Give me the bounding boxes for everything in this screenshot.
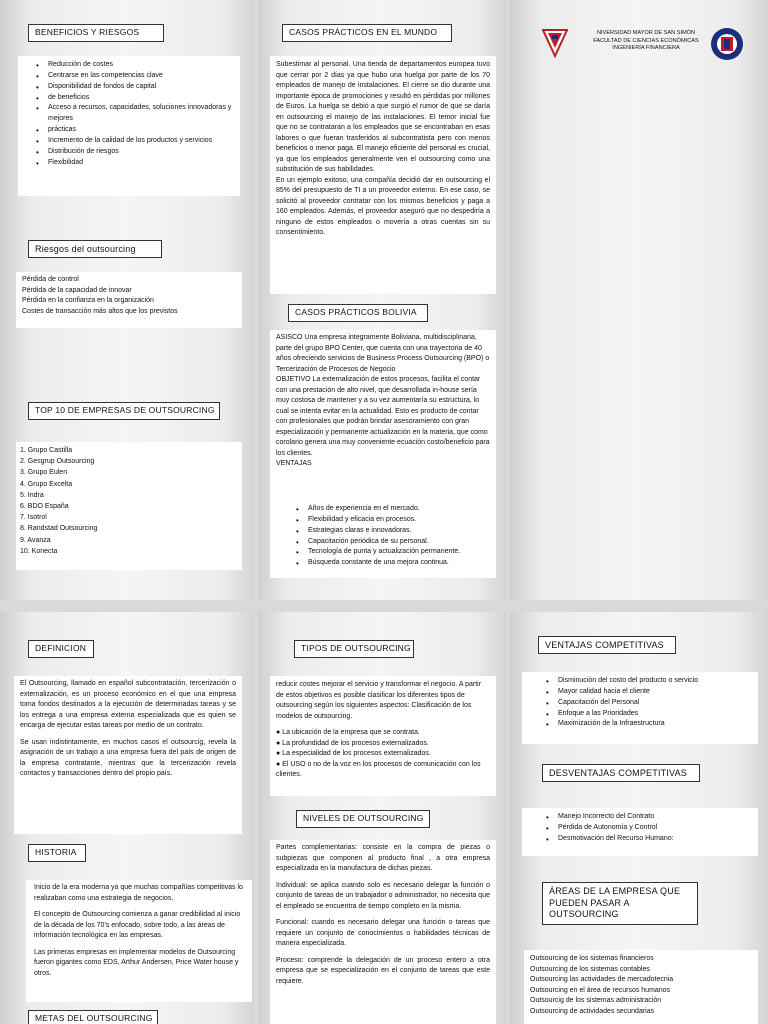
beneficio-item: • Flexibilidad <box>36 158 232 169</box>
area-item: Outsourcing de los sistemas contables <box>530 965 650 973</box>
ventaja-competitiva-item: • Disminución del costo del producto o servicio <box>546 676 756 687</box>
beneficio-item: • Centrarse en las competencias clave <box>36 71 232 82</box>
tipos-text <box>276 680 490 781</box>
mundo-paragraph-1: Subestimar al personal. Una tienda de departamentos europea tuvo que cerrar por 2 días ya que hubo una huelga por parte de los 70 empleados de manejo de instalaciones. El cierre se dio durante una importante época de promociones y resultó en pérdidas por millones de Euros. La huelga se debió a que surgió el rumor de que se daría en outsourcing el manejo de las instalaciones. El temor inicial fue que no se contrataran a los empleados que se encontraban en esas labores o que fueran trasferidos al subcontratista pero con menos beneficios o menor paga. El manejo eficiente del personal es crucial, ya que los empleados generalmente ven el outsourcing como una substitución de sus habilidades. <box>276 61 490 173</box>
top10-list <box>20 445 236 557</box>
desventaja-item: • Pérdida de Autonomía y Control <box>546 823 756 834</box>
mundo-text <box>276 60 490 239</box>
riesgos-heading: Riesgos del outsourcing <box>28 240 162 258</box>
bolivia-ventajas-label: VENTAJAS <box>276 460 312 467</box>
definicion-heading: DEFINICION <box>28 640 94 658</box>
beneficio-item: • Acceso a recursos, capacidades, soluciones innovadoras y mejores <box>36 103 232 125</box>
ventajas-competitivas-list <box>546 676 756 730</box>
beneficio-item: • prácticas <box>36 125 232 136</box>
nivel-proceso: Proceso: comprende la delegación de un proceso entero a otra empresa que se especialización en el conjunto de tareas que este requiere. <box>276 956 490 985</box>
area-item: Outsourcig de los sistemas administración <box>530 997 662 1004</box>
area-item: Outsourcing de los sistemas financieros <box>530 955 654 962</box>
historia-paragraph-2: El concepto de Outsourcing comienza a ganar credibilidad al inicio de la década de los 70's enfocado, sobre todo, a las áreas de información tecnológica en las empresas. <box>34 911 241 939</box>
tipo-item: ● La profundidad de los procesos externalizados. <box>276 739 429 747</box>
riesgos-box <box>16 272 242 328</box>
historia-text <box>34 883 248 979</box>
umss-shield-icon <box>542 28 568 58</box>
nivel-complementarias: Partes complementarias: consiste en la compra de piezas o subpiezas que componen al producto final , a otra empresa especializada en la manufactura de dichas piezas. <box>276 844 490 872</box>
nivel-funcional: Funcional: cuando es necesario delegar una función o tareas que requiere un conjunto de conocimientos o habilidades técnicas de manera especializada. <box>276 919 490 947</box>
top10-item: 4. Grupo Excelta <box>20 480 73 488</box>
university-line-2: FACULTAD DE CIENCIAS ECONÓMICAS <box>593 37 699 44</box>
area-item: Outsourcing de actividades secundarias <box>530 1007 655 1015</box>
ventaja-competitiva-item: • Capacitación del Personal <box>546 698 756 709</box>
bolivia-text <box>276 333 490 470</box>
nivel-individual: Individual: se aplica cuando solo es necesario delegar la función o conjunto de tareas de un trabajador o administrador, no necesita que el empleado se encuentra de tiempo completo en la misma. <box>276 881 490 910</box>
beneficio-item: • Disponibilidad de fondos de capital <box>36 82 232 93</box>
bolivia-heading: CASOS PRÁCTICOS BOLIVIA <box>288 304 428 322</box>
tipos-list <box>276 728 490 781</box>
ventajas-competitivas-box <box>522 672 758 744</box>
riesgo-item: Pérdida en la confianza en la organización <box>22 297 154 304</box>
beneficio-item: • de beneficios <box>36 93 232 104</box>
desventaja-item: • Manejo Incorrecto del Contrato <box>546 812 756 823</box>
beneficio-item: • Distribución de riesgos <box>36 147 232 158</box>
area-item: Outsourcing las actividades de mercadotecnia <box>530 976 674 983</box>
top10-item: 5. Indra <box>20 491 44 499</box>
riesgo-item: Pérdida de control <box>22 276 79 283</box>
definicion-text <box>20 679 236 780</box>
tipos-paragraph: reducir costes mejorar el servicio y transformar el negocio. A partir de estos objetivos es posible clasificar los diferentes tipos de outsourcing según los siguientes aspectos: Clasificación de los modelos de outsourcing. <box>276 681 482 720</box>
definicion-paragraph-2: Se usan indistintamente, en muchos casos el outsourcig, revela la asignación de un trabajo a una empresa fuera del país de origen de la empresa contratante, mientras que la tercerización revela contactos y transacciones dentro del propio país. <box>20 738 236 777</box>
beneficios-box <box>18 56 240 196</box>
mundo-heading: CASOS PRÁCTICOS EN EL MUNDO <box>282 24 452 42</box>
top10-item: 7. Isotrol <box>20 514 47 522</box>
top10-item: 1. Grupo Castilla <box>20 447 73 454</box>
tipos-heading: TIPOS DE OUTSOURCING <box>294 640 414 658</box>
historia-paragraph-3: Las primeras empresas en implementar modelos de Outsourcing fueron gigantes como EDS, Arthur Andersen, Price Water house y otros. <box>34 948 239 977</box>
beneficios-heading: BENEFICIOS Y RIESGOS <box>28 24 164 42</box>
ventaja-competitiva-item: • Maximización de la Infraestructura <box>546 719 756 730</box>
desventajas-box <box>522 808 758 856</box>
beneficios-list <box>36 60 232 168</box>
university-line-1: NIVERSIDAD MAYOR DE SAN SIMÓN <box>596 30 696 36</box>
bolivia-ventaja-item: • Estrategias claras e innovadoras. <box>296 526 490 537</box>
panel-top-right <box>510 0 768 600</box>
definicion-paragraph-1: El Outsourcing, llamado en español subcontratación, tercerización o externalización, es un proceso económico en el que una empresa toma fondos destinados a la ejecución de determinadas tareas y se los entrega a una empresa externa especializada que es quien se encarga de ejecutar estas tareas por medio de un contrato. <box>20 680 236 729</box>
top10-box <box>16 442 242 570</box>
tipo-item: ● El USO o no de la voz en los procesos de comunicación con los clientes. <box>276 760 481 778</box>
desventajas-heading: DESVENTAJAS COMPETITIVAS <box>542 764 700 782</box>
riesgos-list <box>22 275 238 317</box>
top10-item: 6. BDO España <box>20 502 69 510</box>
desventajas-list <box>546 812 756 845</box>
mundo-box <box>270 56 496 294</box>
bolivia-ventajas-list <box>296 504 490 569</box>
university-line-3: INGENIERÍA FINANCIERA <box>612 45 680 52</box>
historia-paragraph-1: Inicio de la era moderna ya que muchas compañías competitivas lo realizaban como una estrategia de negocios. <box>34 884 243 902</box>
top10-item: 8. Randstad Outsourcing <box>20 525 98 533</box>
top10-item: 2. Gesgrup Outsourcing <box>20 458 95 466</box>
tipos-box <box>270 676 496 796</box>
definicion-box <box>14 676 242 834</box>
ventaja-competitiva-item: • Mayor calidad hacia el cliente <box>546 687 756 698</box>
bolivia-ventaja-item: • Años de experiencia en el mercado. <box>296 504 490 515</box>
mundo-paragraph-2: En un ejemplo exitoso, una compañía decidió dar en outsourcing el 85% del presupuesto de TI a un proveedor externo. En ese caso, se solicitó al proveedor contratar con los mismos beneficios y paga a 160 empleados. Además, el proveedor aseguró que no despediría a ninguno de estos empleados o movería a otras cuentas sin su consentimiento. <box>276 176 490 236</box>
top10-item: 3. Grupo Eulen <box>20 469 68 477</box>
top10-heading: TOP 10 DE EMPRESAS DE OUTSOURCING <box>28 402 220 420</box>
historia-heading: HISTORIA <box>28 844 86 862</box>
header-logos <box>542 24 748 64</box>
bolivia-ventaja-item: • Capacitación periódica de su personal. <box>296 537 490 548</box>
areas-box <box>524 950 758 1024</box>
niveles-text <box>276 843 490 987</box>
ventaja-competitiva-item: • Enfoque a las Prioridades <box>546 709 756 720</box>
bolivia-ventaja-item: • Tecnología de punta y actualización permanente. <box>296 547 490 558</box>
university-name <box>590 30 702 53</box>
niveles-box <box>270 840 496 1024</box>
bolivia-paragraph: ASISCO Una empresa integramente Boliviana, multidisciplinaria, parte del grupo BPO Center, que cuenta con una trayectoria de 40 años ofreciendo servicios de Business Process Outsourcing (BPO) o Tercerización de Procesos de Negocio <box>276 334 490 373</box>
tipo-item: ● La ubicación de la empresa que se contrata. <box>276 729 420 736</box>
faculty-seal-icon <box>710 26 744 62</box>
riesgo-item: Pérdida de la capacidad de innovar <box>22 286 132 294</box>
desventaja-item: • Desmotivación del Recurso Humano: <box>546 834 756 845</box>
bolivia-box <box>270 330 496 578</box>
top10-item: 9. Avanza <box>20 536 51 544</box>
beneficio-item: • Incremento de la calidad de los productos y servicios <box>36 136 232 147</box>
area-item: Outsourcing en el área de recursos humanos <box>530 986 671 994</box>
beneficio-item: • Reducción de costes <box>36 60 232 71</box>
riesgo-item: Costes de transacción más altos que los previstos <box>22 307 178 315</box>
ventajas-competitivas-heading: VENTAJAS COMPETITIVAS <box>538 636 676 654</box>
bolivia-ventaja-item: • Búsqueda constante de una mejora continua. <box>296 558 490 569</box>
historia-box <box>26 880 252 1002</box>
bolivia-ventaja-item: • Flexibilidad y eficacia en procesos. <box>296 515 490 526</box>
bolivia-objetivo: OBJETIVO La externalización de estos procesos, facilita el contar con una prestación de alto nivel, que desarrollada in-house sería muy costosa de mantener y a su vez aumentaría su estructura, lo cual se intenta evitar en la actualidad. Esto es producto de contar con profesionales que podrán brindar asesoramiento con gran especialización y permanente actualización en la materia, que como corolario genera una muy conveniente ecuación costo/beneficio para los clientes. <box>276 376 490 457</box>
areas-list <box>530 954 754 1017</box>
areas-heading: ÁREAS DE LA EMPRESA QUE PUEDEN PASAR A OUTSOURCING <box>542 882 698 925</box>
niveles-heading: NIVELES DE OUTSOURCING <box>296 810 430 828</box>
metas-heading: METAS DEL OUTSOURCING <box>28 1010 158 1024</box>
tipo-item: ● La especialidad de los procesos externalizados. <box>276 750 431 757</box>
top10-item: 10. Konecta <box>20 547 58 555</box>
